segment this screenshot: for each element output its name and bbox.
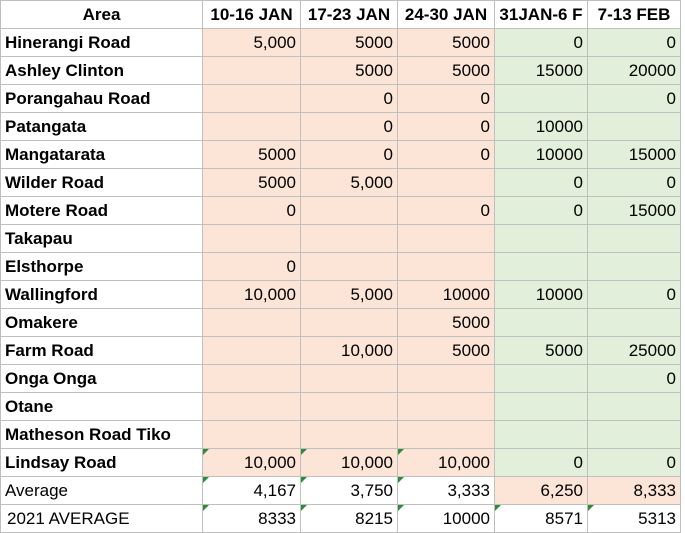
value-cell[interactable] — [203, 337, 301, 365]
value-cell[interactable]: 8571 — [495, 505, 588, 533]
value-cell[interactable]: 15000 — [588, 141, 681, 169]
area-cell[interactable]: Porangahau Road — [1, 85, 203, 113]
value-cell[interactable] — [588, 309, 681, 337]
value-cell[interactable]: 10,000 — [203, 281, 301, 309]
value-cell[interactable]: 5000 — [203, 169, 301, 197]
value-cell[interactable]: 5,000 — [301, 169, 398, 197]
value-cell[interactable] — [301, 421, 398, 449]
table-row — [1, 253, 681, 281]
area-cell[interactable]: Onga Onga — [1, 365, 203, 393]
value-cell[interactable] — [398, 365, 495, 393]
value-cell[interactable]: 20000 — [588, 57, 681, 85]
area-cell[interactable]: Lindsay Road — [1, 449, 203, 477]
area-cell[interactable]: Average — [1, 477, 203, 505]
value-cell[interactable] — [301, 365, 398, 393]
value-cell[interactable]: 0 — [398, 141, 495, 169]
value-cell[interactable] — [495, 393, 588, 421]
value-cell[interactable]: 0 — [398, 85, 495, 113]
value-cell[interactable] — [203, 85, 301, 113]
value-cell[interactable]: 10,000 — [203, 449, 301, 477]
value-cell[interactable] — [588, 113, 681, 141]
table-row — [1, 281, 681, 309]
value-cell[interactable]: 5000 — [398, 29, 495, 57]
value-cell[interactable] — [398, 421, 495, 449]
table-row — [1, 197, 681, 225]
value-cell[interactable]: 0 — [495, 169, 588, 197]
average-2021-row — [1, 505, 681, 533]
value-cell[interactable]: 5,000 — [203, 29, 301, 57]
value-cell[interactable]: 25000 — [588, 337, 681, 365]
value-cell[interactable]: 5000 — [398, 57, 495, 85]
value-cell[interactable] — [398, 393, 495, 421]
average-row — [1, 477, 681, 505]
value-cell[interactable]: 15000 — [588, 197, 681, 225]
value-cell[interactable]: 0 — [203, 197, 301, 225]
value-cell[interactable]: 5000 — [495, 337, 588, 365]
area-cell[interactable]: Hinerangi Road — [1, 29, 203, 57]
value-cell[interactable]: 0 — [588, 85, 681, 113]
value-cell[interactable] — [495, 85, 588, 113]
table-row — [1, 421, 681, 449]
value-cell[interactable] — [495, 421, 588, 449]
value-cell[interactable]: 0 — [588, 449, 681, 477]
value-cell[interactable] — [588, 421, 681, 449]
value-cell[interactable]: 8,333 — [588, 477, 681, 505]
value-cell[interactable] — [301, 309, 398, 337]
value-cell[interactable] — [398, 225, 495, 253]
area-cell[interactable]: Otane — [1, 393, 203, 421]
value-cell[interactable]: 0 — [203, 253, 301, 281]
table-row — [1, 29, 681, 57]
area-cell[interactable]: Motere Road — [1, 197, 203, 225]
area-cell[interactable]: Matheson Road Tiko — [1, 421, 203, 449]
table-row — [1, 85, 681, 113]
header-area[interactable]: Area — [1, 1, 203, 29]
value-cell[interactable]: 5000 — [301, 57, 398, 85]
table-row — [1, 393, 681, 421]
value-cell[interactable]: 8333 — [203, 505, 301, 533]
table-row — [1, 113, 681, 141]
value-cell[interactable]: 5000 — [301, 29, 398, 57]
area-cell[interactable]: Omakere — [1, 309, 203, 337]
value-cell[interactable] — [301, 197, 398, 225]
value-cell[interactable]: 5313 — [588, 505, 681, 533]
value-cell[interactable]: 10000 — [398, 505, 495, 533]
value-cell[interactable] — [398, 253, 495, 281]
area-cell[interactable]: Elsthorpe — [1, 253, 203, 281]
value-cell[interactable]: 5000 — [203, 141, 301, 169]
area-cell[interactable]: Farm Road — [1, 337, 203, 365]
value-cell[interactable] — [203, 365, 301, 393]
value-cell[interactable] — [301, 225, 398, 253]
value-cell[interactable] — [495, 253, 588, 281]
value-cell[interactable]: 5000 — [398, 337, 495, 365]
value-cell[interactable] — [203, 113, 301, 141]
value-cell[interactable]: 10000 — [495, 281, 588, 309]
value-cell[interactable] — [398, 169, 495, 197]
value-cell[interactable]: 4,167 — [203, 477, 301, 505]
value-cell[interactable] — [588, 253, 681, 281]
value-cell[interactable] — [588, 225, 681, 253]
value-cell[interactable]: 0 — [588, 169, 681, 197]
area-cell[interactable]: Patangata — [1, 113, 203, 141]
table-row — [1, 141, 681, 169]
value-cell[interactable] — [203, 393, 301, 421]
value-cell[interactable]: 0 — [301, 85, 398, 113]
table-row — [1, 309, 681, 337]
area-cell[interactable]: 2021 AVERAGE — [1, 505, 203, 533]
value-cell[interactable]: 10000 — [495, 113, 588, 141]
area-cell[interactable]: Ashley Clinton — [1, 57, 203, 85]
value-cell[interactable]: 0 — [588, 281, 681, 309]
value-cell[interactable]: 0 — [495, 197, 588, 225]
value-cell[interactable]: 3,333 — [398, 477, 495, 505]
header-week-4[interactable]: 31JAN-6 F — [495, 1, 588, 29]
table-row — [1, 225, 681, 253]
value-cell[interactable] — [495, 365, 588, 393]
value-cell[interactable] — [203, 309, 301, 337]
value-cell[interactable]: 3,750 — [301, 477, 398, 505]
value-cell[interactable] — [203, 57, 301, 85]
value-cell[interactable]: 6,250 — [495, 477, 588, 505]
value-cell[interactable]: 10,000 — [301, 337, 398, 365]
value-cell[interactable]: 0 — [301, 141, 398, 169]
value-cell[interactable] — [301, 393, 398, 421]
value-cell[interactable] — [301, 253, 398, 281]
value-cell[interactable]: 0 — [495, 29, 588, 57]
header-week-2[interactable]: 17-23 JAN — [301, 1, 398, 29]
area-cell[interactable]: Wallingford — [1, 281, 203, 309]
header-row — [1, 1, 681, 29]
header-week-3[interactable]: 24-30 JAN — [398, 1, 495, 29]
value-cell[interactable]: 0 — [588, 29, 681, 57]
area-cell[interactable]: Mangatarata — [1, 141, 203, 169]
value-cell[interactable]: 10,000 — [301, 449, 398, 477]
value-cell[interactable] — [495, 309, 588, 337]
table-row — [1, 449, 681, 477]
table-row — [1, 337, 681, 365]
value-cell[interactable] — [203, 225, 301, 253]
value-cell[interactable]: 10,000 — [398, 449, 495, 477]
table-row — [1, 365, 681, 393]
value-cell[interactable]: 0 — [495, 449, 588, 477]
value-cell[interactable]: 0 — [301, 113, 398, 141]
area-cell[interactable]: Wilder Road — [1, 169, 203, 197]
value-cell[interactable]: 5000 — [398, 309, 495, 337]
header-week-1[interactable]: 10-16 JAN — [203, 1, 301, 29]
value-cell[interactable] — [588, 393, 681, 421]
value-cell[interactable]: 15000 — [495, 57, 588, 85]
value-cell[interactable]: 0 — [588, 365, 681, 393]
header-week-5[interactable]: 7-13 FEB — [588, 1, 681, 29]
value-cell[interactable]: 10000 — [398, 281, 495, 309]
area-cell[interactable]: Takapau — [1, 225, 203, 253]
value-cell[interactable] — [203, 421, 301, 449]
value-cell[interactable]: 5,000 — [301, 281, 398, 309]
value-cell[interactable]: 8215 — [301, 505, 398, 533]
table-row — [1, 169, 681, 197]
value-cell[interactable]: 0 — [398, 197, 495, 225]
value-cell[interactable]: 0 — [398, 113, 495, 141]
table-row — [1, 57, 681, 85]
value-cell[interactable]: 10000 — [495, 141, 588, 169]
value-cell[interactable] — [495, 225, 588, 253]
